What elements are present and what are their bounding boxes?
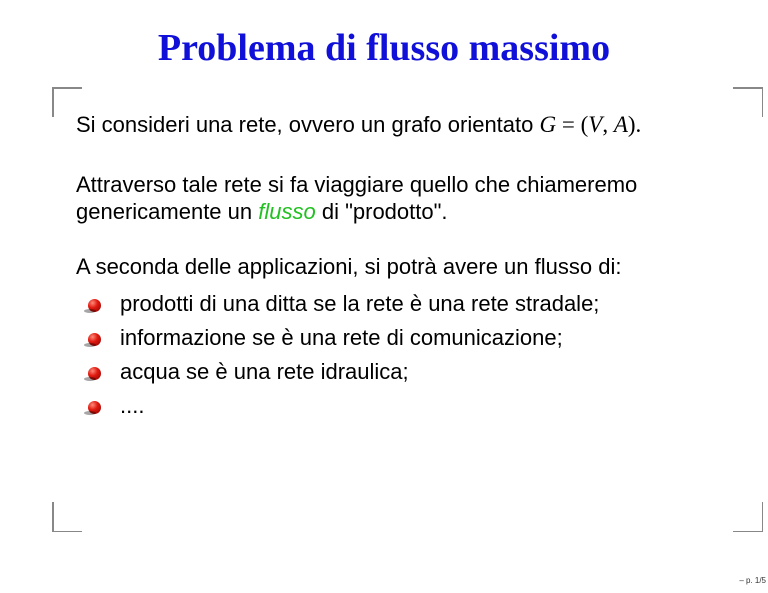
page-number: – p. 1/5	[739, 576, 766, 585]
list-item-text: informazione se è una rete di comunicazione;	[120, 325, 563, 350]
bullet-ball-icon	[88, 299, 101, 312]
paragraph-flow-line2-after: di "prodotto".	[315, 199, 448, 224]
bullet-ball-icon	[88, 367, 101, 380]
bullet-ball-icon	[88, 401, 101, 414]
paragraph-definition	[76, 111, 641, 138]
math-symbol-g: G	[539, 112, 557, 137]
paragraph-flow-line1: Attraverso tale rete si fa viaggiare quello che chiameremo	[76, 172, 638, 197]
paragraph-definition-text: Si consideri una rete, ovvero un grafo orientato	[76, 112, 540, 137]
math-equals: = (	[556, 112, 589, 137]
paragraph-applications: A seconda delle applicazioni, si potrà avere un flusso di:	[76, 254, 622, 279]
paragraph-flow-line2-before: genericamente un	[76, 199, 259, 224]
list-item-text: acqua se è una rete idraulica;	[120, 359, 409, 384]
math-graph-notation	[540, 112, 642, 137]
math-symbol-a: A	[613, 112, 628, 137]
bullet-ball-icon	[88, 333, 101, 346]
list-item-text: prodotti di una ditta se la rete è una rete stradale;	[120, 291, 600, 316]
emphasis-flusso: flusso	[258, 199, 316, 224]
paragraph-flow	[76, 171, 637, 225]
bullet-list	[88, 290, 599, 426]
list-item-text: ....	[120, 393, 145, 418]
math-comma: ,	[602, 112, 614, 137]
math-symbol-v: V	[588, 112, 603, 137]
list-item	[88, 324, 599, 358]
list-item	[88, 358, 599, 392]
list-item	[88, 290, 599, 324]
slide-title: Problema di flusso massimo	[157, 27, 611, 69]
list-item	[88, 392, 599, 426]
math-close: ).	[627, 112, 642, 137]
